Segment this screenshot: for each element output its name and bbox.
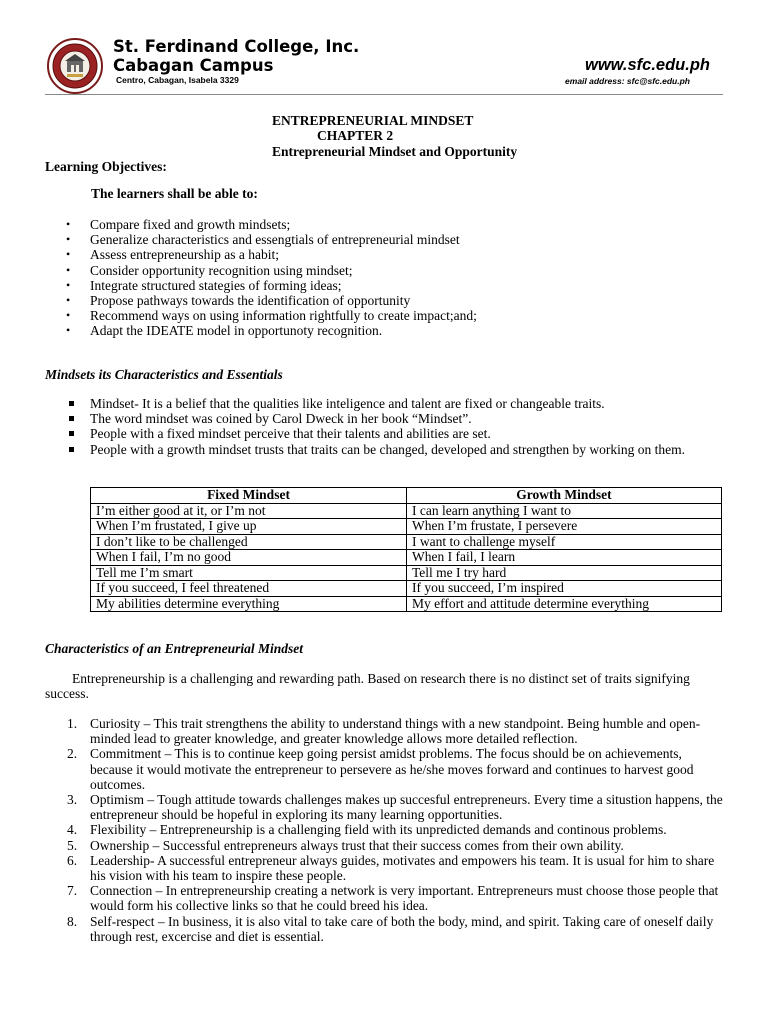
characteristics-heading: Characteristics of an Entrepreneurial Mindset [45,641,304,656]
characteristics-list [45,716,723,944]
list-number: 6. [67,852,78,868]
college-seal-icon [47,38,103,94]
column-header-growth: Growth Mindset [407,488,722,504]
list-item [45,822,723,837]
course-title: ENTREPRENEURIAL MINDSET [272,113,474,128]
list-item: People with a fixed mindset perceive that their talents and abilities are set. [66,426,726,441]
list-item: The word mindset was coined by Carol Dweck in her book “Mindset”. [66,411,726,426]
list-item: Mindset- It is a belief that the qualities like inteligence and talent are fixed or changeable traits. [66,396,726,411]
table-row [91,581,722,597]
characteristics-intro: Entrepreneurship is a challenging and rewarding path. Based on research there is no distinct set of traits signifying success. [45,671,690,702]
list-number: 7. [67,883,78,899]
list-item: • Integrate structured stategies of forming ideas; [66,278,726,293]
table-row [91,519,722,535]
list-number: 5. [67,837,78,853]
list-text: Optimism – Tough attitude towards challenges makes up succesful entrepreneurs. Every time a situstion happens, the entrepreneur should be hopeful in exploring its many learning opportunities. [90,792,723,823]
header-divider [45,94,723,95]
list-item [45,716,723,746]
list-item: • Assess entrepreneurship as a habit; [66,247,726,262]
list-item [45,914,723,944]
list-item [45,883,723,913]
table-cell: Tell me I’m smart [91,565,407,581]
college-name: St. Ferdinand College, Inc. [113,37,360,56]
objectives-list [66,217,726,339]
college-address: Centro, Cabagan, Isabela 3329 [116,75,239,85]
table-cell: When I fail, I’m no good [91,550,407,566]
list-number: 3. [67,792,78,808]
list-text: Connection – In entrepreneurship creating a network is very important. Entrepreneurs must choose those people that would form his collective links so that he could breed his idea. [90,883,719,914]
table-row [91,596,722,612]
list-number: 8. [67,913,78,929]
table-row [91,534,722,550]
table-cell: When I fail, I learn [407,550,722,566]
table-cell: I want to challenge myself [407,534,722,550]
list-text: Self-respect – In business, it is also vital to take care of both the body, mind, and spirit. Taking care of oneself daily through rest, excercise and diet is essential. [90,913,714,944]
list-text: Ownership – Successful entrepreneurs always trust that their success comes from their own ability. [90,837,624,853]
table-cell: When I’m frustate, I persevere [407,519,722,535]
mindsets-heading: Mindsets its Characteristics and Essentials [45,367,283,382]
website-link[interactable]: www.sfc.edu.ph [585,56,710,74]
table-cell: My effort and attitude determine everything [407,596,722,612]
list-item: People with a growth mindset trusts that traits can be changed, developed and strengthen by working on them. [66,442,726,457]
objectives-intro: The learners shall be able to: [91,186,258,201]
objectives-heading: Learning Objectives: [45,159,167,174]
list-text: Commitment – This is to continue keep going persist amidst problems. The focus should be on achievements, because it would motivate the entrepreneur to persevere as he/she moves forward and continues to harvest good outcomes. [90,746,694,792]
table-cell: My abilities determine everything [91,596,407,612]
list-number: 2. [67,746,78,762]
list-text: Flexibility – Entrepreneurship is a challenging field with its unpredicted demands and continous problems. [90,822,667,838]
list-item: • Recommend ways on using information rightfully to create impact;and; [66,308,726,323]
list-item: • Propose pathways towards the identification of opportunity [66,293,726,308]
email-address: email address: sfc@sfc.edu.ph [565,76,690,86]
campus-name: Cabagan Campus [113,56,274,75]
mindsets-list [66,396,726,457]
list-item [45,746,723,792]
table-row [91,565,722,581]
table-cell: When I’m frustated, I give up [91,519,407,535]
list-item: • Adapt the IDEATE model in opportunoty recognition. [66,323,726,338]
table-cell: Tell me I try hard [407,565,722,581]
list-item: • Compare fixed and growth mindsets; [66,217,726,232]
mindset-comparison-table [90,487,722,612]
column-header-fixed: Fixed Mindset [91,488,407,504]
list-number: 1. [67,716,78,731]
list-text: Curiosity – This trait strengthens the ability to understand things with a new standpoint. Being humble and open-minded lead to greater knowledge, and greater knowledge allows more detailed reflection. [90,716,701,747]
table-cell: If you succeed, I’m inspired [407,581,722,597]
list-text: Leadership- A successful entrepreneur always guides, motivates and empowers his team. It is usual for him to share his vision with his team to inspire these people. [90,852,715,884]
table-cell: I don’t like to be challenged [91,534,407,550]
table-cell: I can learn anything I want to [407,503,722,519]
list-item: • Generalize characteristics and essengtials of entrepreneurial mindset [66,232,726,247]
table-cell: I’m either good at it, or I’m not [91,503,407,519]
table-row [91,503,722,519]
list-number: 4. [67,822,78,838]
table-header-row [91,488,722,504]
list-item [45,792,723,822]
list-item [45,838,723,853]
chapter-title: CHAPTER 2 [317,128,394,143]
table-row [91,550,722,566]
list-item: • Consider opportunity recognition using mindset; [66,263,726,278]
table-cell: If you succeed, I feel threatened [91,581,407,597]
list-item [45,853,723,883]
chapter-subtitle: Entrepreneurial Mindset and Opportunity [272,144,518,159]
